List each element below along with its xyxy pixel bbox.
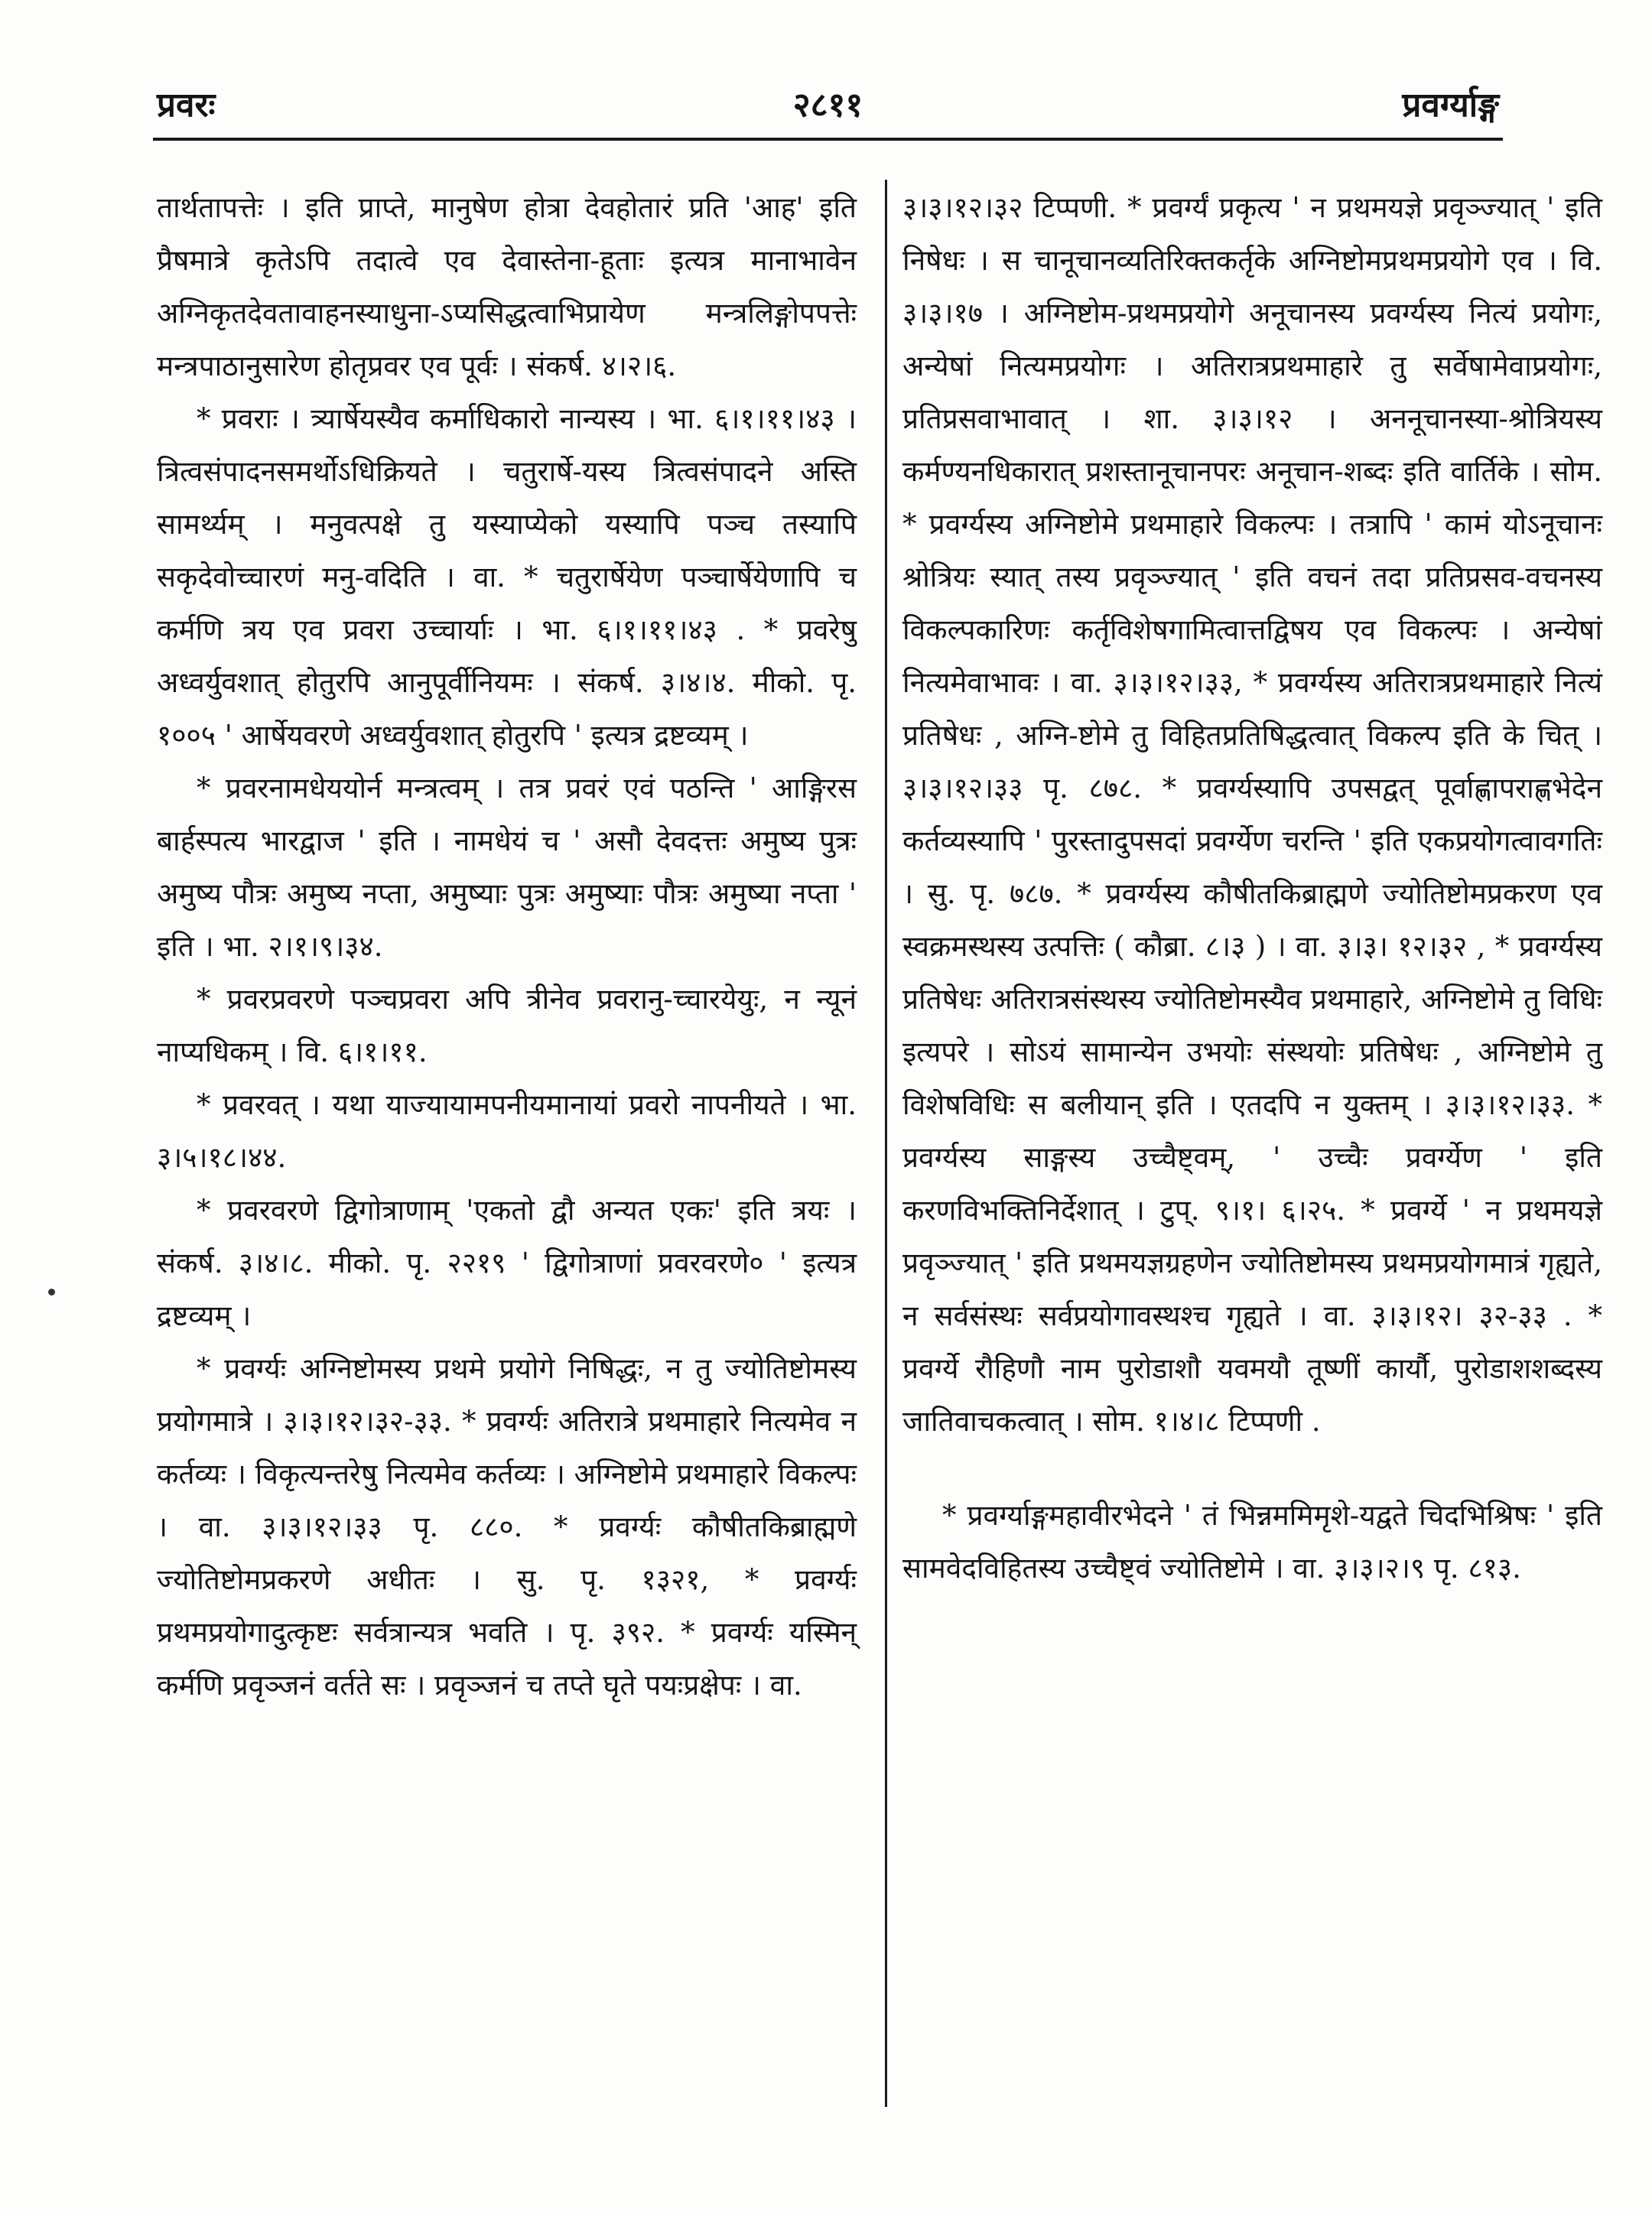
- header-rule: [153, 138, 1503, 141]
- header-right-keyword: प्रवर्ग्याङ्ग: [1402, 86, 1499, 125]
- entry-paragraph: * प्रवरप्रवरणे पञ्चप्रवरा अपि त्रीनेव प्रवरानु-च्चारयेयुः, न न्यूनं नाप्यधिकम् । वि. ६।१।११.: [157, 983, 857, 1068]
- header-left-keyword: प्रवरः: [157, 86, 216, 125]
- right-column: [902, 181, 1602, 1595]
- entry-paragraph: ३।३।१२।३२ टिप्पणी. * प्रवर्ग्यं प्रकृत्य ' न प्रथमयज्ञे प्रवृञ्ज्यात् ' इति निषेधः । स चानूचानव्यतिरिक्तकर्तृके अग्निष्टोमप्रथमप्रयोगे एव । वि. ३।३।१७ । अग्निष्टोम-प्रथमप्रयोगे अनूचानस्य प्रवर्ग्यस्य नित्यं प्रयोगः, अन्येषां नित्यमप्रयोगः । अतिरात्रप्रथमाहारे तु सर्वेषामेवाप्रयोगः, प्रतिप्रसवाभावात् । शा. ३।३।१२ । अननूचानस्या-श्रोत्रियस्य कर्मण्यनधिकारात् प्रशस्तानूचानपरः अनूचान-शब्दः इति वार्तिके । सोम. * प्रवर्ग्यस्य अग्निष्टोमे प्रथमाहारे विकल्पः । तत्रापि ' कामं योऽनूचानः श्रोत्रियः स्यात् तस्य प्रवृञ्ज्यात् ' इति वचनं तदा प्रतिप्रसव-वचनस्य विकल्पकारिणः कर्तृविशेषगामित्वात्तद्विषय एव विकल्पः । अन्येषां नित्यमेवाभावः । वा. ३।३।१२।३३, * प्रवर्ग्यस्य अतिरात्रप्रथमाहारे नित्यं प्रतिषेधः , अग्नि-ष्टोमे तु विहितप्रतिषिद्धत्वात् विकल्प इति के चित् । ३।३।१२।३३ पृ. ८७८. * प्रवर्ग्यस्यापि उपसद्वत् पूर्वाह्णापराह्णभेदेन कर्तव्यस्यापि ' पुरस्तादुपसदां प्रवर्ग्येण चरन्ति ' इति एकप्रयोगत्वावगतिः । सु. पृ. ७८७. * प्रवर्ग्यस्य कौषीतकिब्राह्मणे ज्योतिष्टोमप्रकरण एव स्वक्रमस्थस्य उत्पत्तिः ( कौब्रा. ८।३ ) । वा. ३।३। १२।३२ , * प्रवर्ग्यस्य प्रतिषेधः अतिरात्रसंस्थस्य ज्योतिष्टोमस्यैव प्रथमाहारे, अग्निष्टोमे तु विधिः इत्यपरे । सोऽयं सामान्येन उभयोः संस्थयोः प्रतिषेधः , अग्निष्टोमे तु विशेषविधिः स बलीयान् इति । एतदपि न युक्तम् । ३।३।१२।३३. * प्रवर्ग्यस्य साङ्गस्य उच्चैष्ट्वम्, ' उच्चैः प्रवर्ग्येण ' इति करणविभक्तिनिर्देशात् । टुप्. ९।१। ६।२५. * प्रवर्ग्ये ' न प्रथमयज्ञे प्रवृञ्ज्यात् ' इति प्रथमयज्ञग्रहणेन ज्योतिष्टोमस्य प्रथमप्रयोगमात्रं गृह्यते, न सर्वसंस्थः सर्वप्रयोगावस्थश्च गृह्यते । वा. ३।३।१२। ३२-३३ . * प्रवर्ग्ये रौहिणौ नाम पुरोडाशौ यवमयौ तूष्णीं कार्यौ, पुरोडाशशब्दस्य जातिवाचकत्वात् । सोम. १।४।८ टिप्पणी .: [902, 191, 1602, 1438]
- entry-paragraph: * प्रवरवरणे द्विगोत्राणाम् 'एकतो द्वौ अन्यत एकः' इति त्रयः । संकर्ष. ३।४।८. मीको. पृ. २२१९ ' द्विगोत्राणां प्रवरवरणे० ' इत्यत्र द्रष्टव्यम् ।: [157, 1194, 857, 1332]
- entry-paragraph: * प्रवराः । त्र्यार्षेयस्यैव कर्माधिकारो नान्यस्य । भा. ६।१।११।४३ । त्रित्वसंपादनसमर्थोऽधिक्रियते । चतुरार्षे-यस्य त्रित्वसंपादने अस्ति सामर्थ्यम् । मनुवत्पक्षे तु यस्याप्येको यस्यापि पञ्च तस्यापि सकृदेवोच्चारणं मनु-वदिति । वा. * चतुरार्षेयेण पञ्चार्षेयेणापि च कर्मणि त्रय एव प्रवरा उच्चार्याः । भा. ६।१।११।४३ . * प्रवरेषु अध्वर्युवशात् होतुरपि आनुपूर्वीनियमः । संकर्ष. ३।४।४. मीको. पृ. १००५ ' आर्षेयवरणे अध्वर्युवशात् होतुरपि ' इत्यत्र द्रष्टव्यम् ।: [157, 402, 857, 752]
- page-header: [157, 80, 1499, 134]
- page-number: २८११: [792, 86, 863, 125]
- margin-mark: [48, 1289, 55, 1296]
- entry-paragraph: तार्थतापत्तेः । इति प्राप्ते, मानुषेण होत्रा देवहोतारं प्रति 'आह' इति प्रैषमात्रे कृतेऽपि तदात्वे एव देवास्तेना-हूताः इत्यत्र मानाभावेन अग्निकृतदेवतावाहनस्याधुना-ऽप्यसिद्धत्वाभिप्रायेण मन्त्रलिङ्गोपपत्तेः मन्त्रपाठानुसारेण होतृप्रवर एव पूर्वः । संकर्ष. ४।२।६.: [157, 191, 857, 382]
- entry-paragraph: * प्रवरनामधेययोर्न मन्त्रत्वम् । तत्र प्रवरं एवं पठन्ति ' आङ्गिरस बार्हस्पत्य भारद्वाज ' इति । नामधेयं च ' असौ देवदत्तः अमुष्य पुत्रः अमुष्य पौत्रः अमुष्य नप्ता, अमुष्याः पुत्रः अमुष्याः पौत्रः अमुष्या नप्ता ' इति । भा. २।१।९।३४.: [157, 772, 857, 963]
- entry-paragraph: * प्रवर्ग्याङ्गमहावीरभेदने ' तं भिन्नममिमृशे-यद्वते चिदभिश्रिषः ' इति सामवेदविहितस्य उच्चैष्ट्वं ज्योतिष्टोमे । वा. ३।३।२।९ पृ. ८१३.: [902, 1499, 1602, 1585]
- column-divider: [885, 180, 887, 2107]
- left-column: [157, 181, 857, 1712]
- entry-paragraph: * प्रवरवत् । यथा याज्यायामपनीयमानायां प्रवरो नापनीयते । भा. ३।५।१८।४४.: [157, 1088, 857, 1174]
- entry-paragraph: * प्रवर्ग्यः अग्निष्टोमस्य प्रथमे प्रयोगे निषिद्धः, न तु ज्योतिष्टोमस्य प्रयोगमात्रे । ३।३।१२।३२-३३. * प्रवर्ग्यः अतिरात्रे प्रथमाहारे नित्यमेव न कर्तव्यः । विकृत्यन्तरेषु नित्यमेव कर्तव्यः । अग्निष्टोमे प्रथमाहारे विकल्पः । वा. ३।३।१२।३३ पृ. ८८०. * प्रवर्ग्यः कौषीतकिब्राह्मणे ज्योतिष्टोमप्रकरणे अधीतः । सु. पृ. १३२१, * प्रवर्ग्यः प्रथमप्रयोगादुत्कृष्टः सर्वत्रान्यत्र भवति । पृ. ३९२. * प्रवर्ग्यः यस्मिन् कर्मणि प्रवृञ्जनं वर्तते सः । प्रवृञ्जनं च तप्ते घृते पयःप्रक्षेपः । वा.: [157, 1352, 857, 1702]
